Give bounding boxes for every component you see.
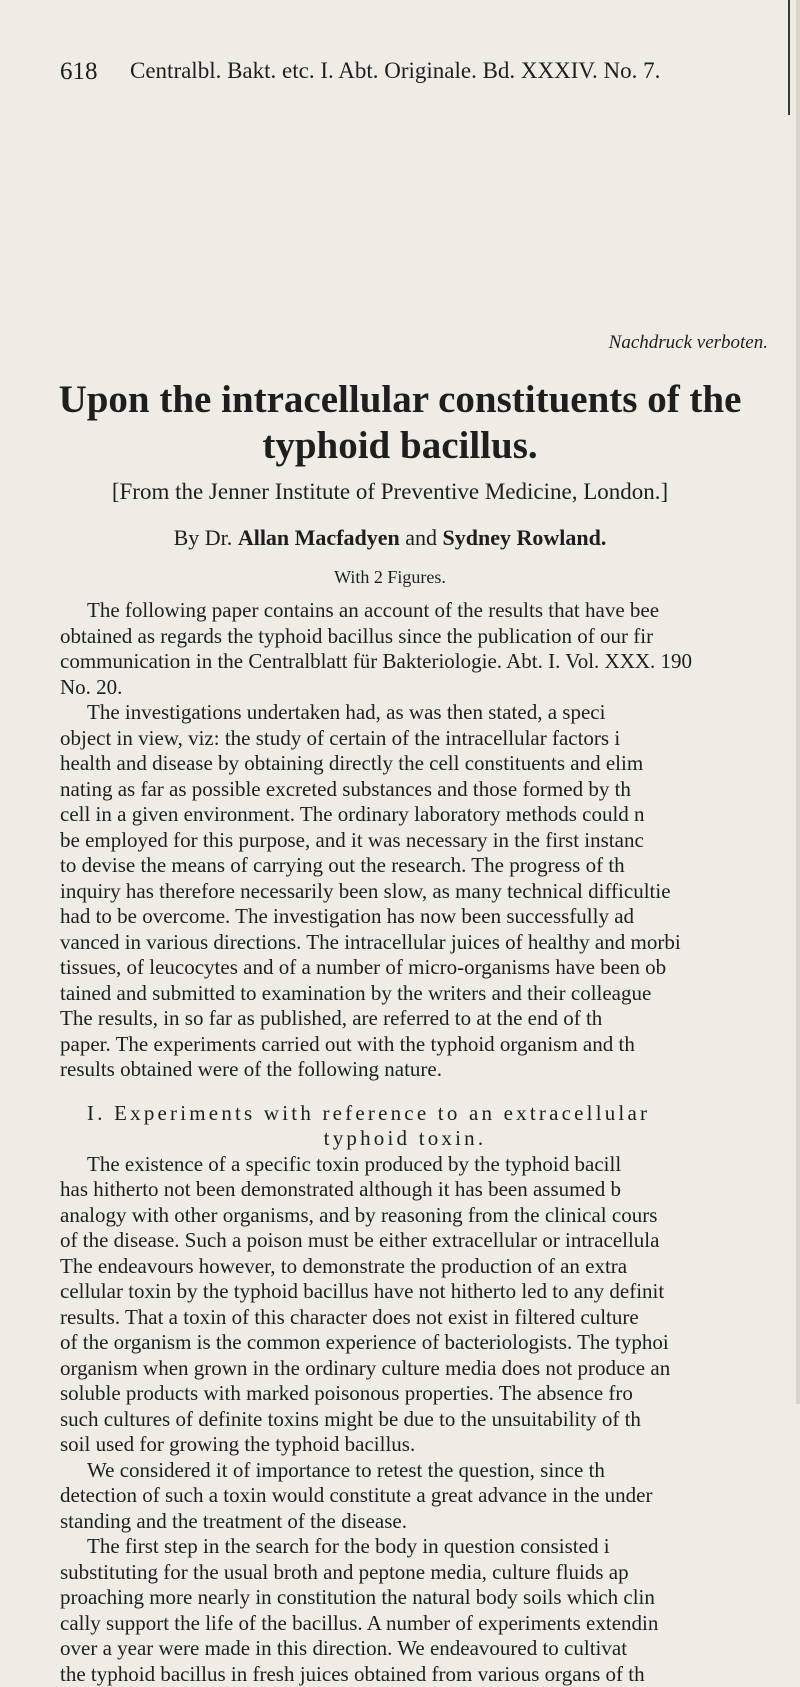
text-line: such cultures of definite toxins might be due to the unsuitability of th [60, 1407, 800, 1433]
text-line: has hitherto not been demonstrated although it has been assumed b [60, 1177, 800, 1203]
text-line: of the organism is the common experience of bacteriologists. The typhoi [60, 1330, 800, 1356]
text-line: tained and submitted to examination by the writers and their colleague [60, 981, 800, 1007]
reprint-notice: Nachdruck verboten. [609, 332, 768, 354]
text-line: The results, in so far as published, are referred to at the end of th [60, 1006, 800, 1032]
figures-note: With 2 Figures. [40, 567, 740, 588]
title-line: typhoid bacillus. [40, 423, 760, 469]
text-line: soluble products with marked poisonous properties. The absence fro [60, 1381, 800, 1407]
running-header [60, 58, 780, 92]
heading-line: typhoid toxin. [60, 1126, 800, 1152]
text-line: soil used for growing the typhoid bacillus. [60, 1432, 800, 1458]
text-line: analogy with other organisms, and by reasoning from the clinical cours [60, 1203, 800, 1229]
running-title: Centralbl. Bakt. etc. I. Abt. Originale. Bd. XXXIV. No. 7. [130, 58, 660, 84]
text-line: standing and the treatment of the disease. [60, 1509, 800, 1535]
spacer [60, 1083, 800, 1101]
text-line: to devise the means of carrying out the research. The progress of th [60, 853, 800, 879]
text-line: results. That a toxin of this character does not exist in filtered culture [60, 1305, 800, 1331]
title-line: Upon the intracellular constituents of the [40, 377, 760, 423]
article-title [40, 377, 760, 469]
text-line: inquiry has therefore necessarily been slow, as many technical difficultie [60, 879, 800, 905]
text-line: cell in a given environment. The ordinary laboratory methods could n [60, 802, 800, 828]
text-line: detection of such a toxin would constitute a great advance in the under [60, 1483, 800, 1509]
page-number: 618 [60, 58, 98, 86]
paragraph [60, 1458, 800, 1535]
text-line: obtained as regards the typhoid bacillus since the publication of our fir [60, 624, 800, 650]
text-line: over a year were made in this direction. We endeavoured to cultivat [60, 1636, 800, 1662]
heading-line: I. Experiments with reference to an extracellular [60, 1101, 800, 1127]
text-line: paper. The experiments carried out with the typhoid organism and th [60, 1032, 800, 1058]
text-line: tissues, of leucocytes and of a number of micro-organisms have been ob [60, 955, 800, 981]
text-line: nating as far as possible excreted substances and those formed by th [60, 777, 800, 803]
paragraph [60, 1534, 800, 1687]
affiliation: [From the Jenner Institute of Preventive Medicine, London.] [40, 479, 740, 505]
section-heading [60, 1101, 800, 1152]
text-line: be employed for this purpose, and it was necessary in the first instanc [60, 828, 800, 854]
text-line: health and disease by obtaining directly the cell constituents and elim [60, 751, 800, 777]
text-line: results obtained were of the following nature. [60, 1057, 800, 1083]
text-line: The existence of a specific toxin produced by the typhoid bacill [60, 1152, 800, 1178]
text-line: The following paper contains an account of the results that have bee [60, 598, 800, 624]
text-line: No. 20. [60, 675, 800, 701]
text-line: The endeavours however, to demonstrate the production of an extra [60, 1254, 800, 1280]
paragraph [60, 1152, 800, 1458]
text-line: We considered it of importance to retest the question, since th [60, 1458, 800, 1484]
text-line: cellular toxin by the typhoid bacillus have not hitherto led to any definit [60, 1279, 800, 1305]
text-line: had to be overcome. The investigation has now been successfully ad [60, 904, 800, 930]
text-line: communication in the Centralblatt für Bakteriologie. Abt. I. Vol. XXX. 190 [60, 649, 800, 675]
paragraph [60, 598, 800, 700]
text-line: object in view, viz: the study of certain of the intracellular factors i [60, 726, 800, 752]
paragraph [60, 700, 800, 1083]
text-line: proaching more nearly in constitution the natural body soils which clin [60, 1585, 800, 1611]
text-line: the typhoid bacillus in fresh juices obtained from various organs of th [60, 1662, 800, 1687]
binding-shadow [788, 0, 790, 115]
authors-conj: and [405, 525, 437, 550]
author-name: Allan Macfadyen [238, 525, 400, 550]
article-body [60, 598, 800, 1687]
author-name: Sydney Rowland. [443, 525, 607, 550]
text-line: The first step in the search for the body in question consisted i [60, 1534, 800, 1560]
text-line: The investigations undertaken had, as was then stated, a speci [60, 700, 800, 726]
text-line: substituting for the usual broth and peptone media, culture fluids ap [60, 1560, 800, 1586]
authors-prefix: By Dr. [174, 525, 233, 550]
text-line: vanced in various directions. The intracellular juices of healthy and morbi [60, 930, 800, 956]
text-line: of the disease. Such a poison must be either extracellular or intracellula [60, 1228, 800, 1254]
text-line: organism when grown in the ordinary culture media does not produce an [60, 1356, 800, 1382]
authors [40, 525, 740, 551]
text-line: cally support the life of the bacillus. A number of experiments extendin [60, 1611, 800, 1637]
